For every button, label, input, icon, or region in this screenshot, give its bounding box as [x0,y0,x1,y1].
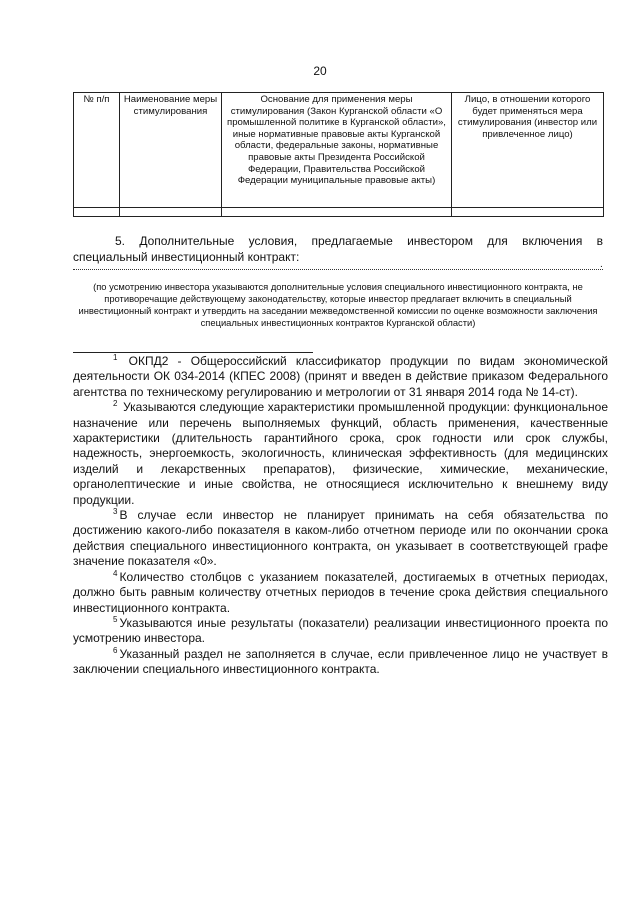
section-5-text: 5. Дополнительные условия, предлагаемые инвестором для включения в специальный инвестиционный контракт: [73,234,603,264]
footnote-mark: 1 [113,353,118,362]
table-cell[interactable] [120,208,222,217]
footnote-text: Указываются иные результаты (показатели) реализации инвестиционного проекта по усмотрению инвестора. [73,615,608,646]
footnote-mark: 5 [113,614,118,624]
table-header-row [74,93,604,208]
page-number: 20 [313,64,327,78]
additional-conditions-fill-line[interactable] [73,268,603,270]
footnote-3 [73,508,608,570]
footnote-text: В случае если инвестор не планирует принимать на себя обязательства по достижению какого-либо показателя в каком-либо отчетном периоде или по окончании срока действия специального инвестиционного контракта, он указывает в соответствующей графе значение показателя «0». [73,508,608,569]
table-row [74,208,604,217]
table-cell[interactable] [222,208,452,217]
fill-line-end-mark: . [600,259,603,270]
footnote-mark: 2 [113,399,118,409]
footnote-5 [73,616,608,647]
table-cell[interactable] [452,208,604,217]
footnote-2 [73,400,608,508]
footnote-mark: 3 [113,507,118,517]
column-header-number: № п/п [74,93,120,208]
footnote-text: Количество столбцов с указанием показателей, достигаемых в отчетных периодах, должно быть равным количеству отчетных периодов в течение срока действия специального инвестиционного контракта. [73,569,608,615]
section-5-hint: (по усмотрению инвестора указываются дополнительные условия специального инвестиционного контракта, не противоречащие действующему законодательству, которые инвестор предлагает включить в специальный инвестиционный контракт и утвердить на заседании межведомственной комиссии по оценке возможности заключения специальных инвестиционных контрактов Курганской области) [78,281,598,328]
footnote-text: Указанный раздел не заполняется в случае, если привлеченное лицо не участвует в заключении специального инвестиционного контракта. [73,646,608,677]
footnote-1 [73,354,608,400]
column-header-measure-name: Наименование меры стимулирования [120,93,222,208]
footnote-mark: 4 [113,568,118,578]
footnote-6 [73,647,608,678]
table-cell[interactable] [74,208,120,217]
stimulus-measures-table [73,92,604,217]
footnote-separator [73,352,313,353]
footnote-4 [73,570,608,616]
footnote-mark: 6 [113,645,118,655]
footnote-text: ОКПД2 - Общероссийский классификатор продукции по видам экономической деятельности ОК 034-2014 (КПЕС 2008) (принят и введен в действие приказом Федерального агентства по техническому регулированию и метрологии от 31 января 2014 года № 14-ст). [73,354,608,399]
footnote-text: Указываются следующие характеристики промышленной продукции: функциональное назначение или перечень выполняемых функций, область применения, качественные характеристики (длительность гарантийного срока, срок годности или срок службы, надежность, энергоемкость, экологичность, клиническая эффективность (для медицинских изделий и лекарственных препаратов), физические, химические, механические, органолептические и иные свойства, не относящиеся исключительно к внешнему виду продукции. [73,400,608,507]
footnotes [73,354,608,678]
column-header-legal-basis: Основание для применения меры стимулирования (Закон Курганской области «О промышленной политике в Курганской области», иные нормативные правовые акты Курганской области, федеральные законы, нормативные правовые акты Президента Российской Федерации, Правительства Российской Федерации муниципальные правовые акты) [222,93,452,208]
section-5-paragraph [73,234,603,265]
column-header-recipient: Лицо, в отношении которого будет применяться мера стимулирования (инвестор или привлеченное лицо) [452,93,604,208]
